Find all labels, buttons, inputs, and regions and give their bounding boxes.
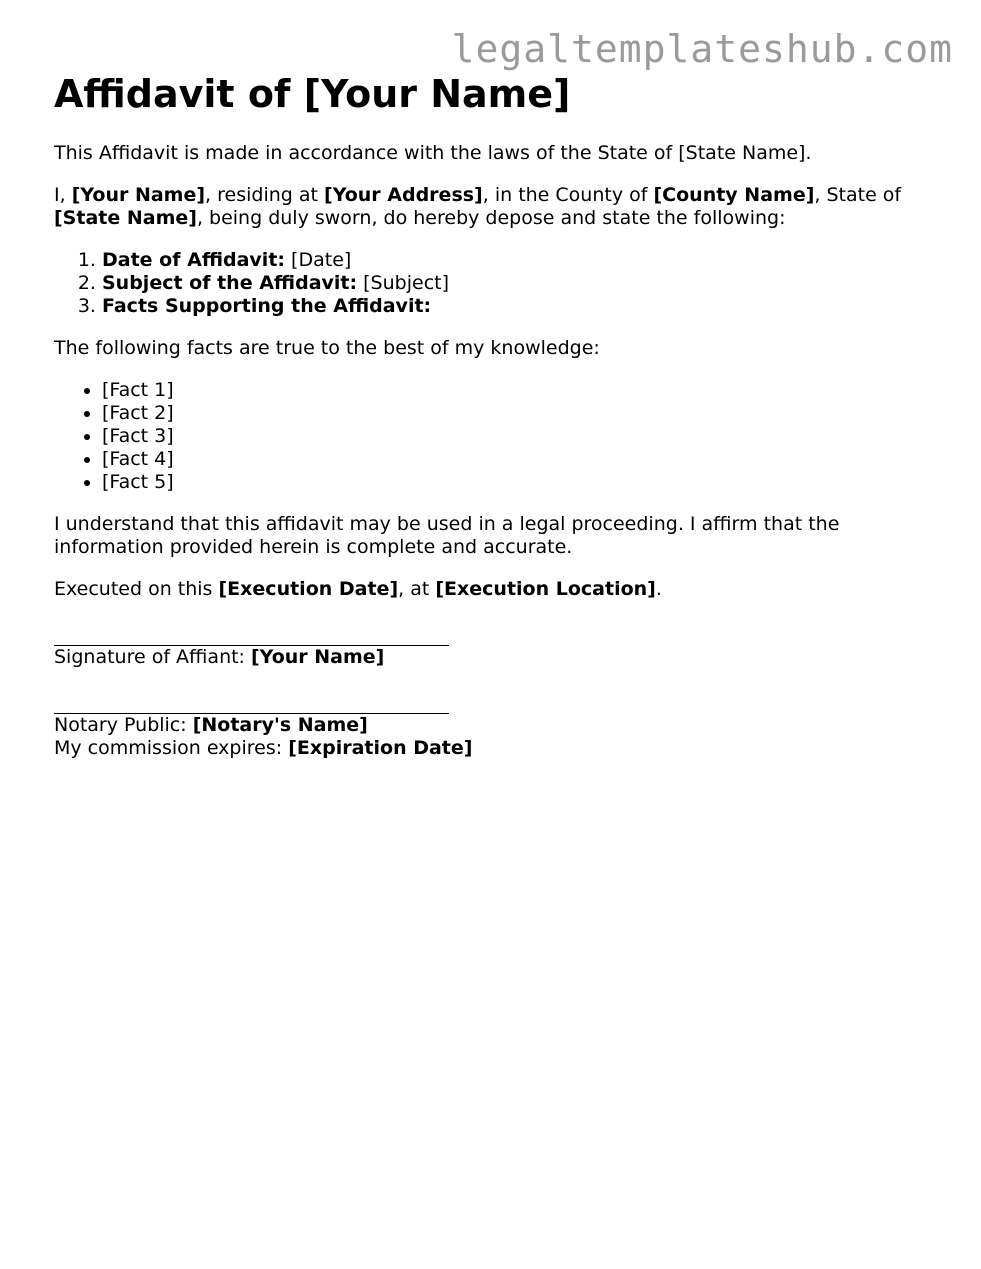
affiant-signature-block — [54, 625, 934, 669]
declaration-paragraph: I, [Your Name], residing at [Your Address], in the County of [County Name], State of [State Name], being duly sworn, do hereby depose and state the following: — [54, 184, 902, 229]
fact-item: • [Fact 2] — [102, 402, 934, 425]
fact-item: • [Fact 1] — [102, 379, 934, 402]
document-title: Affidavit of [Your Name] — [54, 72, 571, 116]
execution-location: [Execution Location] — [435, 578, 656, 600]
notary-signature-line — [54, 693, 449, 714]
list-item: 1. Date of Affidavit: [Date] — [102, 249, 934, 272]
county-name: [County Name] — [653, 184, 815, 206]
watermark: legaltemplateshub.com — [451, 27, 953, 71]
list-item: 2. Subject of the Affidavit: [Subject] — [102, 272, 934, 295]
notary-label: Notary Public: [Notary's Name] — [54, 714, 368, 736]
fact-item: • [Fact 4] — [102, 448, 934, 471]
commission-label: My commission expires: [Expiration Date] — [54, 737, 473, 759]
affiant-name: [Your Name] — [71, 184, 206, 206]
facts-intro: The following facts are true to the best of my knowledge: — [54, 337, 600, 359]
intro-paragraph: This Affidavit is made in accordance with the laws of the State of [State Name]. — [54, 142, 812, 164]
execution-date: [Execution Date] — [218, 578, 399, 600]
facts-list — [54, 379, 934, 494]
understanding-paragraph: I understand that this affidavit may be used in a legal proceeding. I affirm that the information provided herein is complete and accurate. — [54, 513, 840, 558]
signature-line — [54, 625, 449, 646]
state-name: [State Name] — [54, 207, 197, 229]
signature-label: Signature of Affiant: [Your Name] — [54, 646, 385, 668]
notary-block — [54, 693, 934, 760]
numbered-list — [54, 249, 934, 318]
document-body — [54, 72, 934, 784]
list-item: 3. Facts Supporting the Affidavit: — [102, 295, 934, 318]
fact-item: • [Fact 5] — [102, 471, 934, 494]
affiant-address: [Your Address] — [324, 184, 483, 206]
fact-item: • [Fact 3] — [102, 425, 934, 448]
execution-paragraph: Executed on this [Execution Date], at [Execution Location]. — [54, 578, 662, 600]
